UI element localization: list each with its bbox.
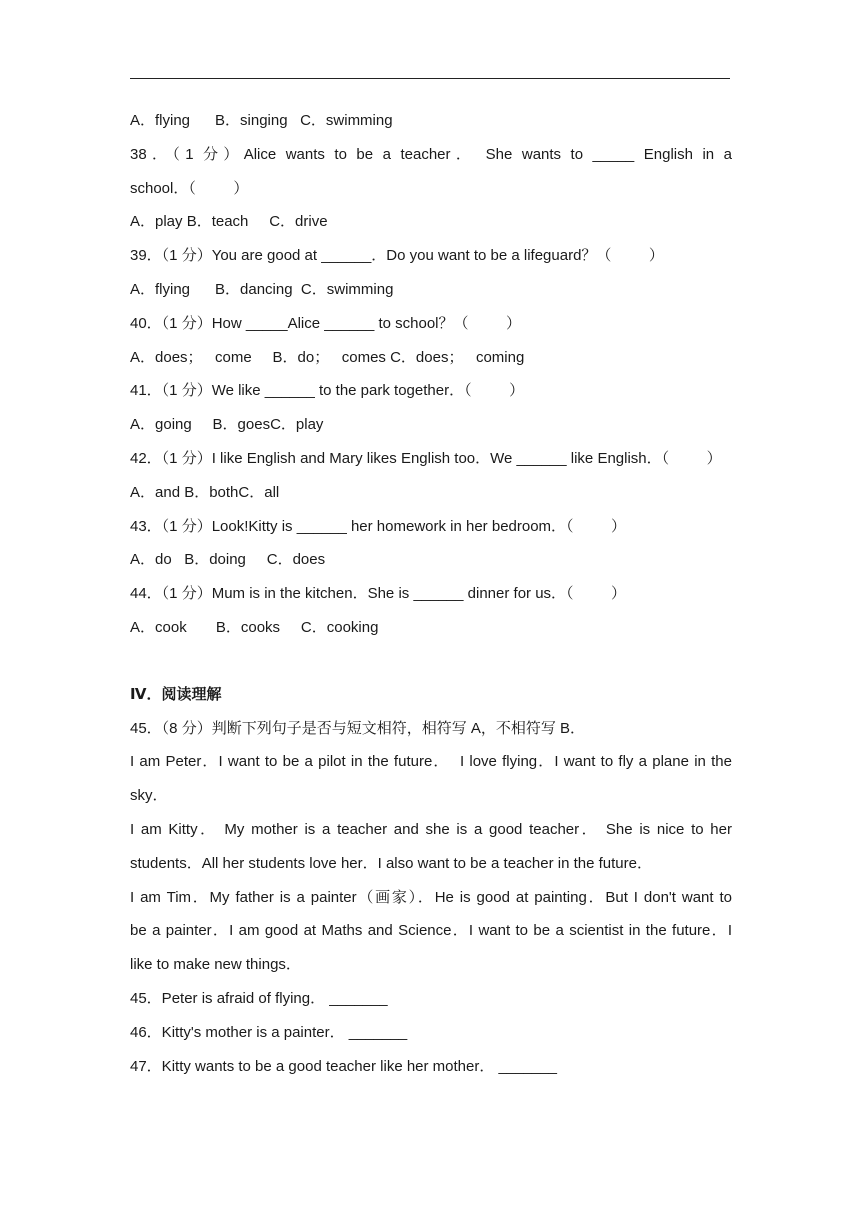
question-43: 43．（1 分）Look!Kitty is ______ her homework in her bedroom．（ ） — [130, 517, 627, 535]
options-42: A．and B．bothC．all — [130, 483, 280, 501]
passage-peter-1: I am Peter．I want to be a pilot in the future． I love flying．I want to fly a plane in the — [130, 753, 732, 771]
question-39: 39．（1 分）You are good at ______．Do you want to be a lifeguard？（ ） — [130, 247, 664, 265]
section-title: Ⅳ．阅读理解 — [130, 685, 222, 703]
passage-kitty-2: students．All her students love her．I also want to be a teacher in the future． — [130, 854, 652, 872]
question-44: 44．（1 分）Mum is in the kitchen．She is ______ dinner for us．（ ） — [130, 585, 627, 603]
question-45-instruction: 45．（8 分）判断下列句子是否与短文相符，相符写 A，不相符写 B． — [130, 719, 586, 737]
options-38: A．play B．teach C．drive — [130, 213, 328, 231]
section-gap — [130, 645, 732, 678]
options-43: A．do B．doing C．does — [130, 551, 326, 569]
passage-peter-2: sky． — [130, 787, 168, 805]
passage-tim-2: be a painter．I am good at Maths and Science．I want to be a scientist in the future．I — [130, 922, 732, 940]
options-37: A．flying B．singing C．swimming — [130, 112, 393, 129]
question-41: 41．（1 分）We like ______ to the park together．（ ） — [130, 382, 525, 400]
question-38-cont: school．（ ） — [130, 179, 249, 197]
statement-47: 47．Kitty wants to be a good teacher like her mother． _______ — [130, 1057, 557, 1075]
options-39: A．flying B．dancing C．swimming — [130, 280, 394, 298]
statement-45: 45．Peter is afraid of flying． _______ — [130, 989, 388, 1007]
passage-tim-3: like to make new things． — [130, 956, 301, 974]
options-44: A．cook B．cooks C．cooking — [130, 618, 379, 636]
statement-46: 46．Kitty's mother is a painter． _______ — [130, 1023, 408, 1041]
question-42: 42．（1 分）I like English and Mary likes English too．We ______ like English．（ ） — [130, 449, 722, 467]
header-rule — [130, 78, 730, 79]
options-41: A．going B．goesC．play — [130, 416, 324, 434]
question-38: 38．（1 分）Alice wants to be a teacher． She wants to _____ English in a — [130, 145, 732, 163]
passage-tim-1: I am Tim．My father is a painter（画家）．He is good at painting．But I don't want to — [130, 888, 732, 906]
options-40: A．does； come B．do； comes C．does； coming — [130, 348, 525, 366]
passage-kitty-1: I am Kitty． My mother is a teacher and she is a good teacher． She is nice to her — [130, 820, 732, 838]
question-40: 40．（1 分）How _____Alice ______ to school？（ ） — [130, 314, 522, 332]
document-body — [130, 104, 732, 1083]
